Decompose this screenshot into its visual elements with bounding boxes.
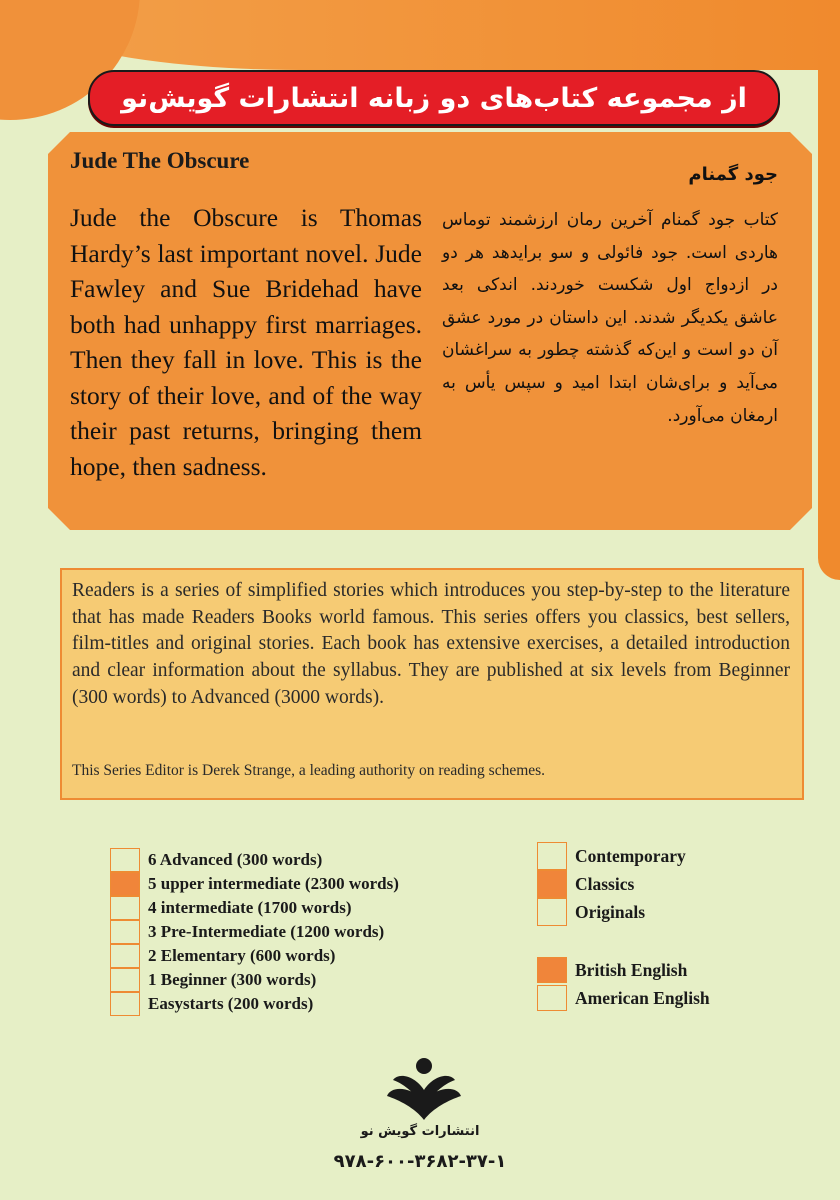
genre-item xyxy=(537,842,686,870)
level-checkbox-checked xyxy=(110,872,140,896)
book-description-en: Jude the Obscure is Thomas Hardy’s last important novel. Jude Fawley and Sue Bridehad have both had unhappy first marriages. Then they fall in love. This is the story of their love, and of the way their past returns, bringing them hope, then sadness. xyxy=(70,203,422,481)
level-item xyxy=(110,848,399,872)
genre-checkbox xyxy=(537,842,567,870)
series-editor-note: This Series Editor is Derek Strange, a leading authority on reading schemes. xyxy=(72,762,546,779)
book-title-fa: جود گمنام xyxy=(688,164,778,185)
genre-label: Originals xyxy=(575,901,646,922)
level-label: 4 intermediate (1700 words) xyxy=(148,898,352,917)
level-checkbox xyxy=(110,968,140,992)
genre-label: Classics xyxy=(575,873,635,894)
english-checkbox-checked xyxy=(537,957,567,983)
banner-title: از مجموعه کتاب‌های دو زبانه انتشارات گویش‌نو xyxy=(121,82,747,114)
genre-item xyxy=(537,898,686,926)
english-variant-checklist xyxy=(537,956,710,1012)
level-checkbox xyxy=(110,848,140,872)
level-label: 3 Pre-Intermediate (1200 words) xyxy=(148,922,385,941)
genre-label: Contemporary xyxy=(575,845,686,866)
side-orange-stripe xyxy=(818,60,840,580)
english-variant-item xyxy=(537,984,710,1012)
isbn-number: ۹۷۸-۶۰۰-۳۶۸۲-۳۷-۱ xyxy=(333,1151,507,1172)
level-item xyxy=(110,872,399,896)
level-checkbox xyxy=(110,992,140,1016)
english-checkbox xyxy=(537,985,567,1011)
book-description-fa: کتاب جود گمنام آخرین رمان ارزشمند توماس هاردی است. جود فائولی و سو برایدهد هر دو در ازدواج اول شکست خوردند. اندکی بعد عاشق یکدیگر شدند. این داستان در مورد عشق آن دو است و این‌که گذشته چطور به سراغشان می‌آید و برای‌شان ابتدا امید و سپس یأس به ارمغان می‌آورد. xyxy=(442,210,778,426)
english-variant-item xyxy=(537,956,710,984)
book-title-en: Jude The Obscure xyxy=(70,148,250,173)
level-label: Easystarts (200 words) xyxy=(148,994,314,1013)
level-checkbox xyxy=(110,944,140,968)
level-checklist xyxy=(110,848,399,1016)
level-item xyxy=(110,944,399,968)
series-info-text: Readers is a series of simplified stories which introduces you step-by-step to the literature that has made Readers Books world famous. This series offers you classics, best sellers, film-titles and original stories. Each book has extensive exercises, a detailed introduction and clear information about the syllabus. They are published at six levels from Beginner (300 words) to Advanced (3000 words). xyxy=(72,580,790,708)
english-variant-label: British English xyxy=(575,959,688,980)
genre-checklist xyxy=(537,842,686,926)
genre-item xyxy=(537,870,686,898)
genre-checkbox xyxy=(537,898,567,926)
series-banner xyxy=(88,70,780,126)
level-item xyxy=(110,992,399,1016)
level-checkbox xyxy=(110,920,140,944)
level-checkbox xyxy=(110,896,140,920)
level-label: 6 Advanced (300 words) xyxy=(148,850,323,869)
level-label: 2 Elementary (600 words) xyxy=(148,946,336,965)
genre-checkbox-checked xyxy=(537,870,567,898)
level-label: 5 upper intermediate (2300 words) xyxy=(148,874,399,893)
level-item xyxy=(110,920,399,944)
publisher-logo-icon xyxy=(385,1056,463,1124)
publisher-name: انتشارات گویش نو xyxy=(360,1124,480,1139)
level-item xyxy=(110,968,399,992)
level-item xyxy=(110,896,399,920)
level-label: 1 Beginner (300 words) xyxy=(148,970,317,989)
english-variant-label: American English xyxy=(575,987,710,1008)
